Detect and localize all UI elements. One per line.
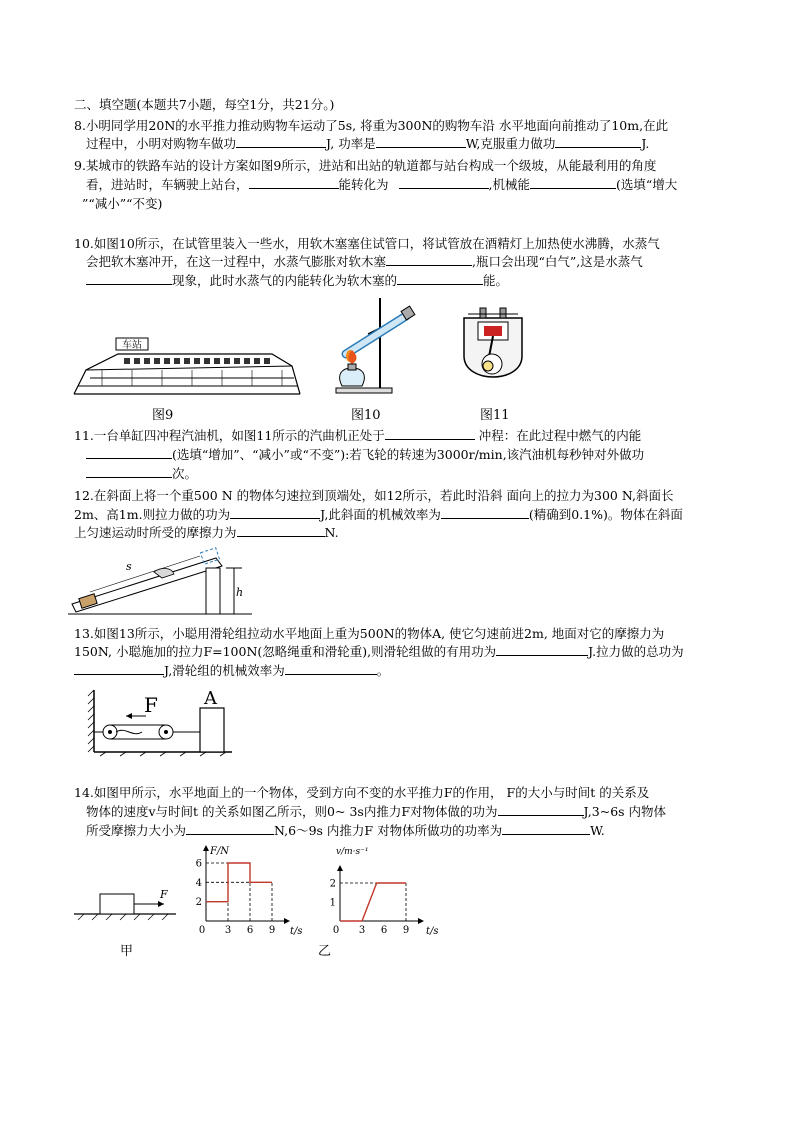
label-F-jia: F bbox=[160, 888, 168, 901]
chart-v-y-tick-label: 2 bbox=[329, 878, 336, 890]
q9-line1: 9.某城市的铁路车站的设计方案如图9所示，进站和出站的轨道都与站台构成一个级坡，从能最利用的角度 bbox=[74, 158, 657, 173]
q11-line2: (选填“增加”、“减小”或“不变”):若飞轮的转速为3000r/min,该汽油机每秒钟对外做功 bbox=[86, 446, 644, 464]
chart-v-x-tick-label: 0 bbox=[332, 925, 340, 936]
chart-force-time bbox=[188, 843, 308, 938]
q12-line3: 上匀速运动时所受的摩擦力为 N. bbox=[74, 525, 339, 540]
station-sign: 车站 bbox=[122, 340, 142, 351]
figure-14-jia bbox=[72, 886, 182, 926]
figure-jia-caption: 甲 bbox=[120, 944, 134, 959]
chart-f-xlabel: t/s bbox=[290, 926, 303, 937]
figure-9-station bbox=[72, 336, 302, 396]
label-s: s bbox=[126, 560, 132, 573]
answer-blank[interactable] bbox=[498, 803, 584, 816]
answer-blank[interactable] bbox=[385, 427, 475, 440]
answer-blank[interactable] bbox=[530, 176, 616, 189]
answer-blank[interactable] bbox=[555, 135, 641, 148]
chart-v-x-tick-label: 9 bbox=[402, 925, 410, 936]
answer-blank[interactable] bbox=[86, 446, 172, 459]
figure-10-test-tube bbox=[330, 294, 420, 394]
chart-v-x-tick-label: 3 bbox=[358, 925, 366, 936]
q14-line2: 物体的速度v与时间t 的关系如图乙所示，则0~ 3s内推力F对物体做的功为 J,3~6s 内物体 bbox=[86, 804, 667, 819]
q13-line2: 150N, 小聪施加的拉力F=100N(忽略绳重和滑轮重),则滑轮组做的有用功为 J.拉力做的总功为 bbox=[74, 644, 684, 659]
chart-f-x-tick-label: 6 bbox=[246, 925, 254, 936]
section-title: 二、填空题(本题共7小题，每空1分，共21分。) bbox=[74, 97, 335, 112]
q10-line2: 会把软木塞冲开，在这一过程中，水蒸气膨胀对软木塞 ,瓶口会出现“白气”,这是水蒸气 bbox=[86, 254, 643, 269]
answer-blank[interactable] bbox=[397, 272, 483, 285]
chart-velocity-time bbox=[320, 843, 445, 938]
chart-f-x-tick-label: 9 bbox=[268, 925, 276, 936]
figure-9-caption: 图9 bbox=[152, 408, 174, 423]
chart-f-x-arrow bbox=[284, 918, 290, 924]
q11-line3: 次。 bbox=[86, 465, 197, 483]
chart-v-xlabel: t/s bbox=[426, 926, 439, 937]
chart-f-y-arrow bbox=[203, 845, 209, 851]
chart-v-ylabel: v/m·s⁻¹ bbox=[336, 847, 369, 857]
q14-line3: 所受摩擦力大小为 N,6～9s 内推力F 对物体所做功的功率为 W. bbox=[86, 823, 605, 838]
chart-f-ylabel: F/N bbox=[210, 846, 230, 857]
figure-11-caption: 图11 bbox=[480, 408, 510, 423]
chart-f-x-tick-label: 3 bbox=[224, 925, 232, 936]
answer-blank[interactable] bbox=[386, 253, 472, 266]
q12-line2: 2m、高1m.则拉力做的功为 J,此斜面的机械效率为 (精确到0.1%)。物体在斜面 bbox=[74, 507, 683, 522]
label-F: F bbox=[144, 693, 158, 717]
chart-f-y-tick-label: 4 bbox=[195, 877, 202, 889]
q8-line2: 过程中，小明对购物车做功 J, 功率是 W,克服重力做功 J. bbox=[86, 136, 650, 151]
chart-f-y-tick-label: 6 bbox=[195, 858, 202, 870]
q8-line1: 8.小明同学用20N的水平推力推动购物车运动了5s, 将重为300N的购物车沿 水平地面向前推动了10m,在此 bbox=[74, 118, 669, 133]
q10-line3: 现象，此时水蒸气的内能转化为软木塞的 能。 bbox=[86, 272, 508, 290]
answer-blank[interactable] bbox=[86, 465, 172, 478]
answer-blank[interactable] bbox=[441, 506, 529, 519]
chart-v-x-arrow bbox=[418, 918, 424, 924]
q10-line1: 10.如图10所示，在试管里装入一些水，用软木塞塞住试管口，将试管放在酒精灯上加热使水沸腾，水蒸气 bbox=[74, 236, 660, 251]
answer-blank[interactable] bbox=[502, 822, 590, 835]
q9-line3: ”“减小”“不变) bbox=[82, 196, 163, 211]
q11-line1: 11.一台单缸四冲程汽油机，如图11所示的汽曲机正处于 冲程：在此过程中燃气的内能 bbox=[74, 428, 642, 443]
answer-blank[interactable] bbox=[230, 506, 320, 519]
chart-v-y-arrow bbox=[337, 865, 343, 871]
figure-11-engine bbox=[458, 304, 528, 390]
figure-13-pulley bbox=[86, 688, 236, 756]
q12-line1: 12.在斜面上将一个重500 N 的物体匀速拉到顶端处，如12所示，若此时沿斜 面向上的拉力为300 N,斜面长 bbox=[74, 488, 674, 503]
q13-line1: 13.如图13所示，小聪用滑轮组拉动水平地面上重为500N的物体A, 使它匀速前进2m, 地面对它的摩擦力为 bbox=[74, 626, 665, 641]
answer-blank[interactable] bbox=[285, 662, 377, 675]
chart-v-y-tick-label: 1 bbox=[329, 897, 336, 909]
chart-v-x-tick-label: 6 bbox=[380, 925, 388, 936]
figure-12-incline bbox=[66, 548, 256, 618]
chart-f-y-tick-label: 2 bbox=[195, 897, 202, 909]
answer-blank[interactable] bbox=[376, 135, 466, 148]
q9-line2: 看，进站时，车辆驶上站台， 能转化为 ,机械能 (选填“增大 bbox=[86, 177, 678, 192]
answer-blank[interactable] bbox=[237, 524, 325, 537]
label-A: A bbox=[204, 688, 217, 709]
q14-line1: 14.如图甲所示，水平地面上的一个物体，受到方向不变的水平推力F的作用， F的大小与时间t 的关系及 bbox=[74, 785, 650, 800]
answer-blank[interactable] bbox=[249, 176, 339, 189]
figure-10-caption: 图10 bbox=[351, 408, 381, 423]
chart-v-series-line bbox=[340, 883, 406, 921]
answer-blank[interactable] bbox=[236, 135, 326, 148]
q13-line3: J,滑轮组的机械效率为 。 bbox=[74, 662, 389, 680]
answer-blank[interactable] bbox=[496, 643, 588, 656]
answer-blank[interactable] bbox=[74, 662, 164, 675]
label-h: h bbox=[236, 586, 244, 599]
chart-f-x-tick-label: 0 bbox=[198, 925, 206, 936]
answer-blank[interactable] bbox=[186, 822, 274, 835]
figure-yi-caption: 乙 bbox=[318, 944, 332, 959]
answer-blank[interactable] bbox=[86, 272, 172, 285]
answer-blank[interactable] bbox=[399, 176, 489, 189]
